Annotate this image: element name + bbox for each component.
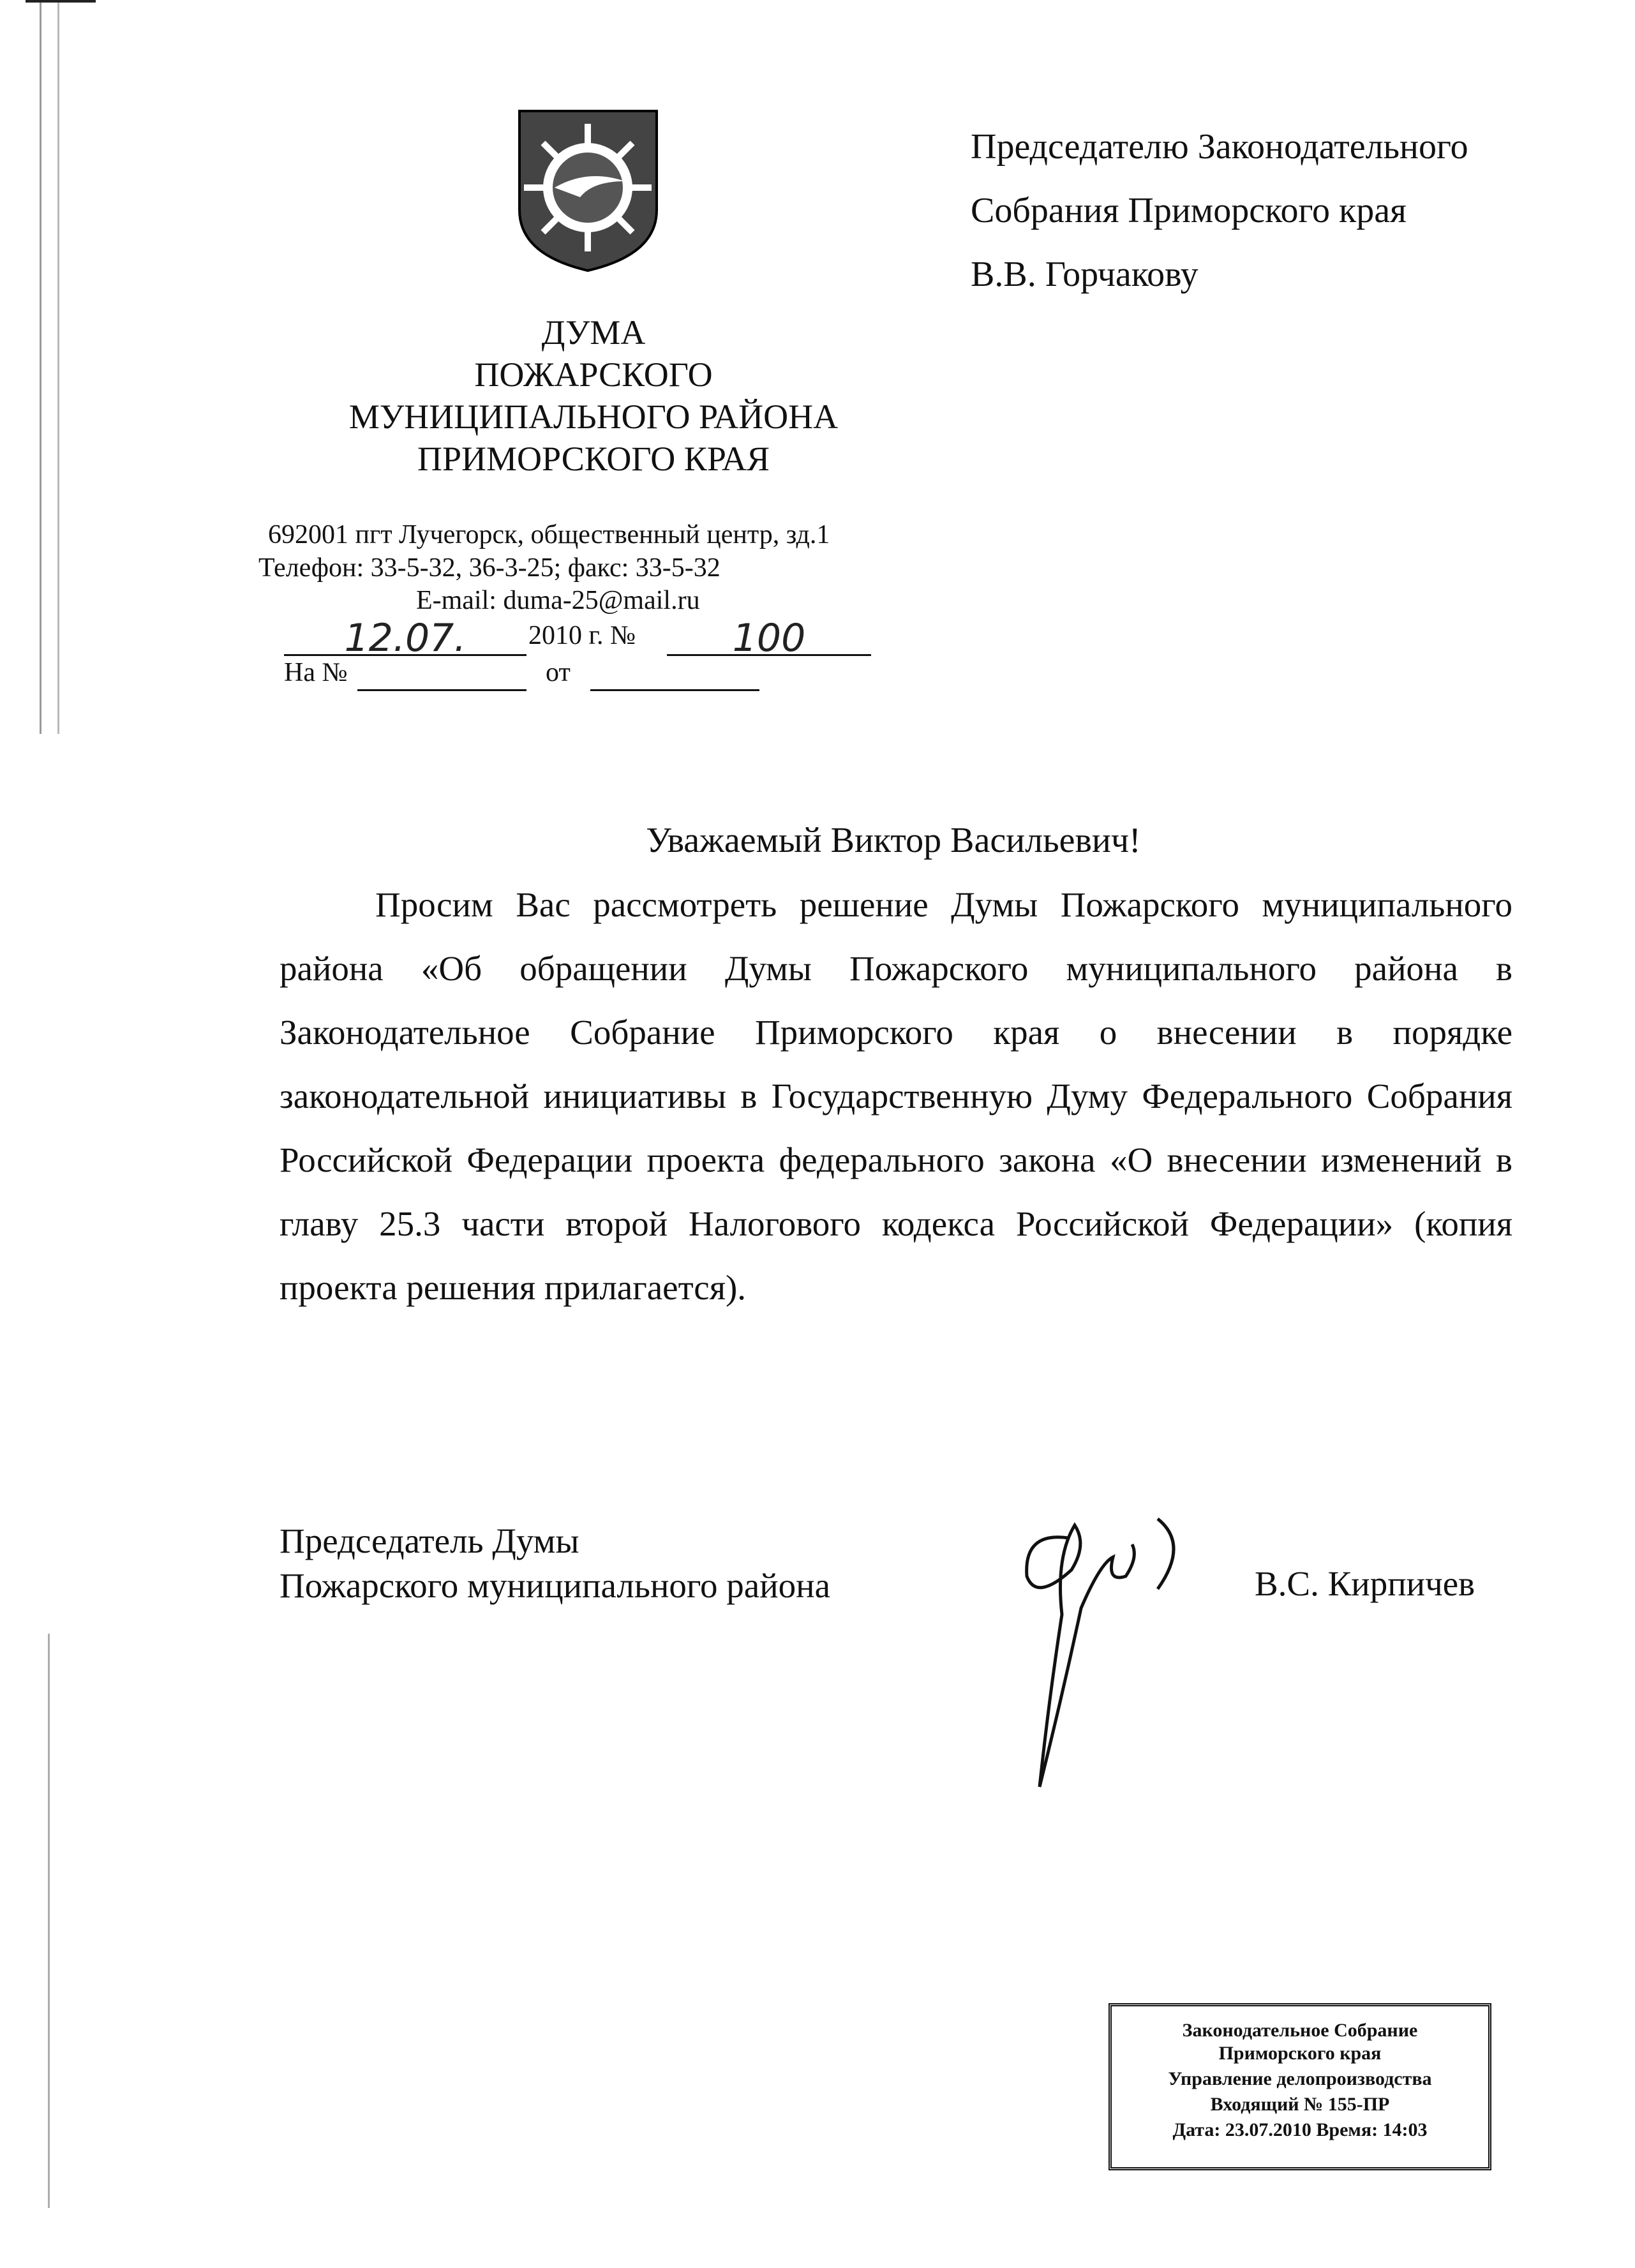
scan-edge-line [48, 1634, 50, 2208]
stamp-line: Дата: 23.07.2010 Время: 14:03 [1172, 2119, 1428, 2140]
title-line: Председатель Думы [280, 1521, 579, 1560]
coat-of-arms-emblem [516, 108, 660, 272]
title-line: Пожарского муниципального района [280, 1566, 831, 1605]
from-label: от [546, 658, 571, 687]
signatory-name: В.С. Кирпичев [1255, 1564, 1475, 1603]
addressee [971, 115, 1468, 306]
handwritten-date: 12.07. [344, 616, 467, 660]
addressee-line: Собрания Приморского края [971, 191, 1407, 230]
postal-address: 692001 пгт Лучегорск, общественный центр, зд.1 [268, 520, 830, 549]
org-line: ПОЖАРСКОГО [474, 355, 713, 394]
org-line: ДУМА [541, 313, 646, 352]
reference-field [357, 657, 526, 691]
addressee-line: Председателю Законодательного [971, 127, 1468, 167]
date-field [284, 616, 526, 660]
scan-edge-line [40, 0, 41, 734]
registration-stamp [1109, 2003, 1491, 2170]
addressee-line: В.В. Горчакову [971, 255, 1198, 294]
letter-body: Просим Вас рассмотреть решение Думы Пожарского муниципального района «Об обращении Думы Пожарского муниципального района в Законодательное Собрание Приморского края о внесении в порядке законодательной инициативы в Государственную Думу Федерального Собрания Российской Федерации проекта федерального закона «О внесении изменений в главу 25.3 части второй Налогового кодекса Российской Федерации» (копия проекта решения прилагается). [280, 885, 1512, 1307]
phone-fax: Телефон: 33-5-32, 36-3-25; факс: 33-5-32 [258, 553, 720, 583]
email: E-mail: duma-25@mail.ru [416, 586, 700, 615]
stamp-line: Управление делопроизводства [1168, 2068, 1432, 2089]
stamp-line: Входящий № 155-ПР [1210, 2094, 1390, 2115]
org-line: ПРИМОРСКОГО КРАЯ [417, 440, 770, 478]
handwritten-signature [1011, 1506, 1196, 1800]
from-field [590, 657, 759, 691]
handwritten-number: 100 [732, 616, 806, 660]
reference-label: На № [284, 658, 348, 687]
scan-top-line [26, 0, 96, 3]
organization-name [306, 311, 881, 480]
number-field [667, 616, 871, 660]
year-number-label: 2010 г. № [528, 621, 636, 650]
stamp-line: Приморского края [1218, 2043, 1382, 2064]
org-line: МУНИЦИПАЛЬНОГО РАЙОНА [348, 398, 839, 436]
signatory-title [280, 1519, 830, 1608]
salutation: Уважаемый Виктор Васильевич! [646, 821, 1141, 860]
stamp-line: Законодательное Собрание [1182, 2020, 1418, 2041]
scan-edge-line [57, 0, 59, 734]
